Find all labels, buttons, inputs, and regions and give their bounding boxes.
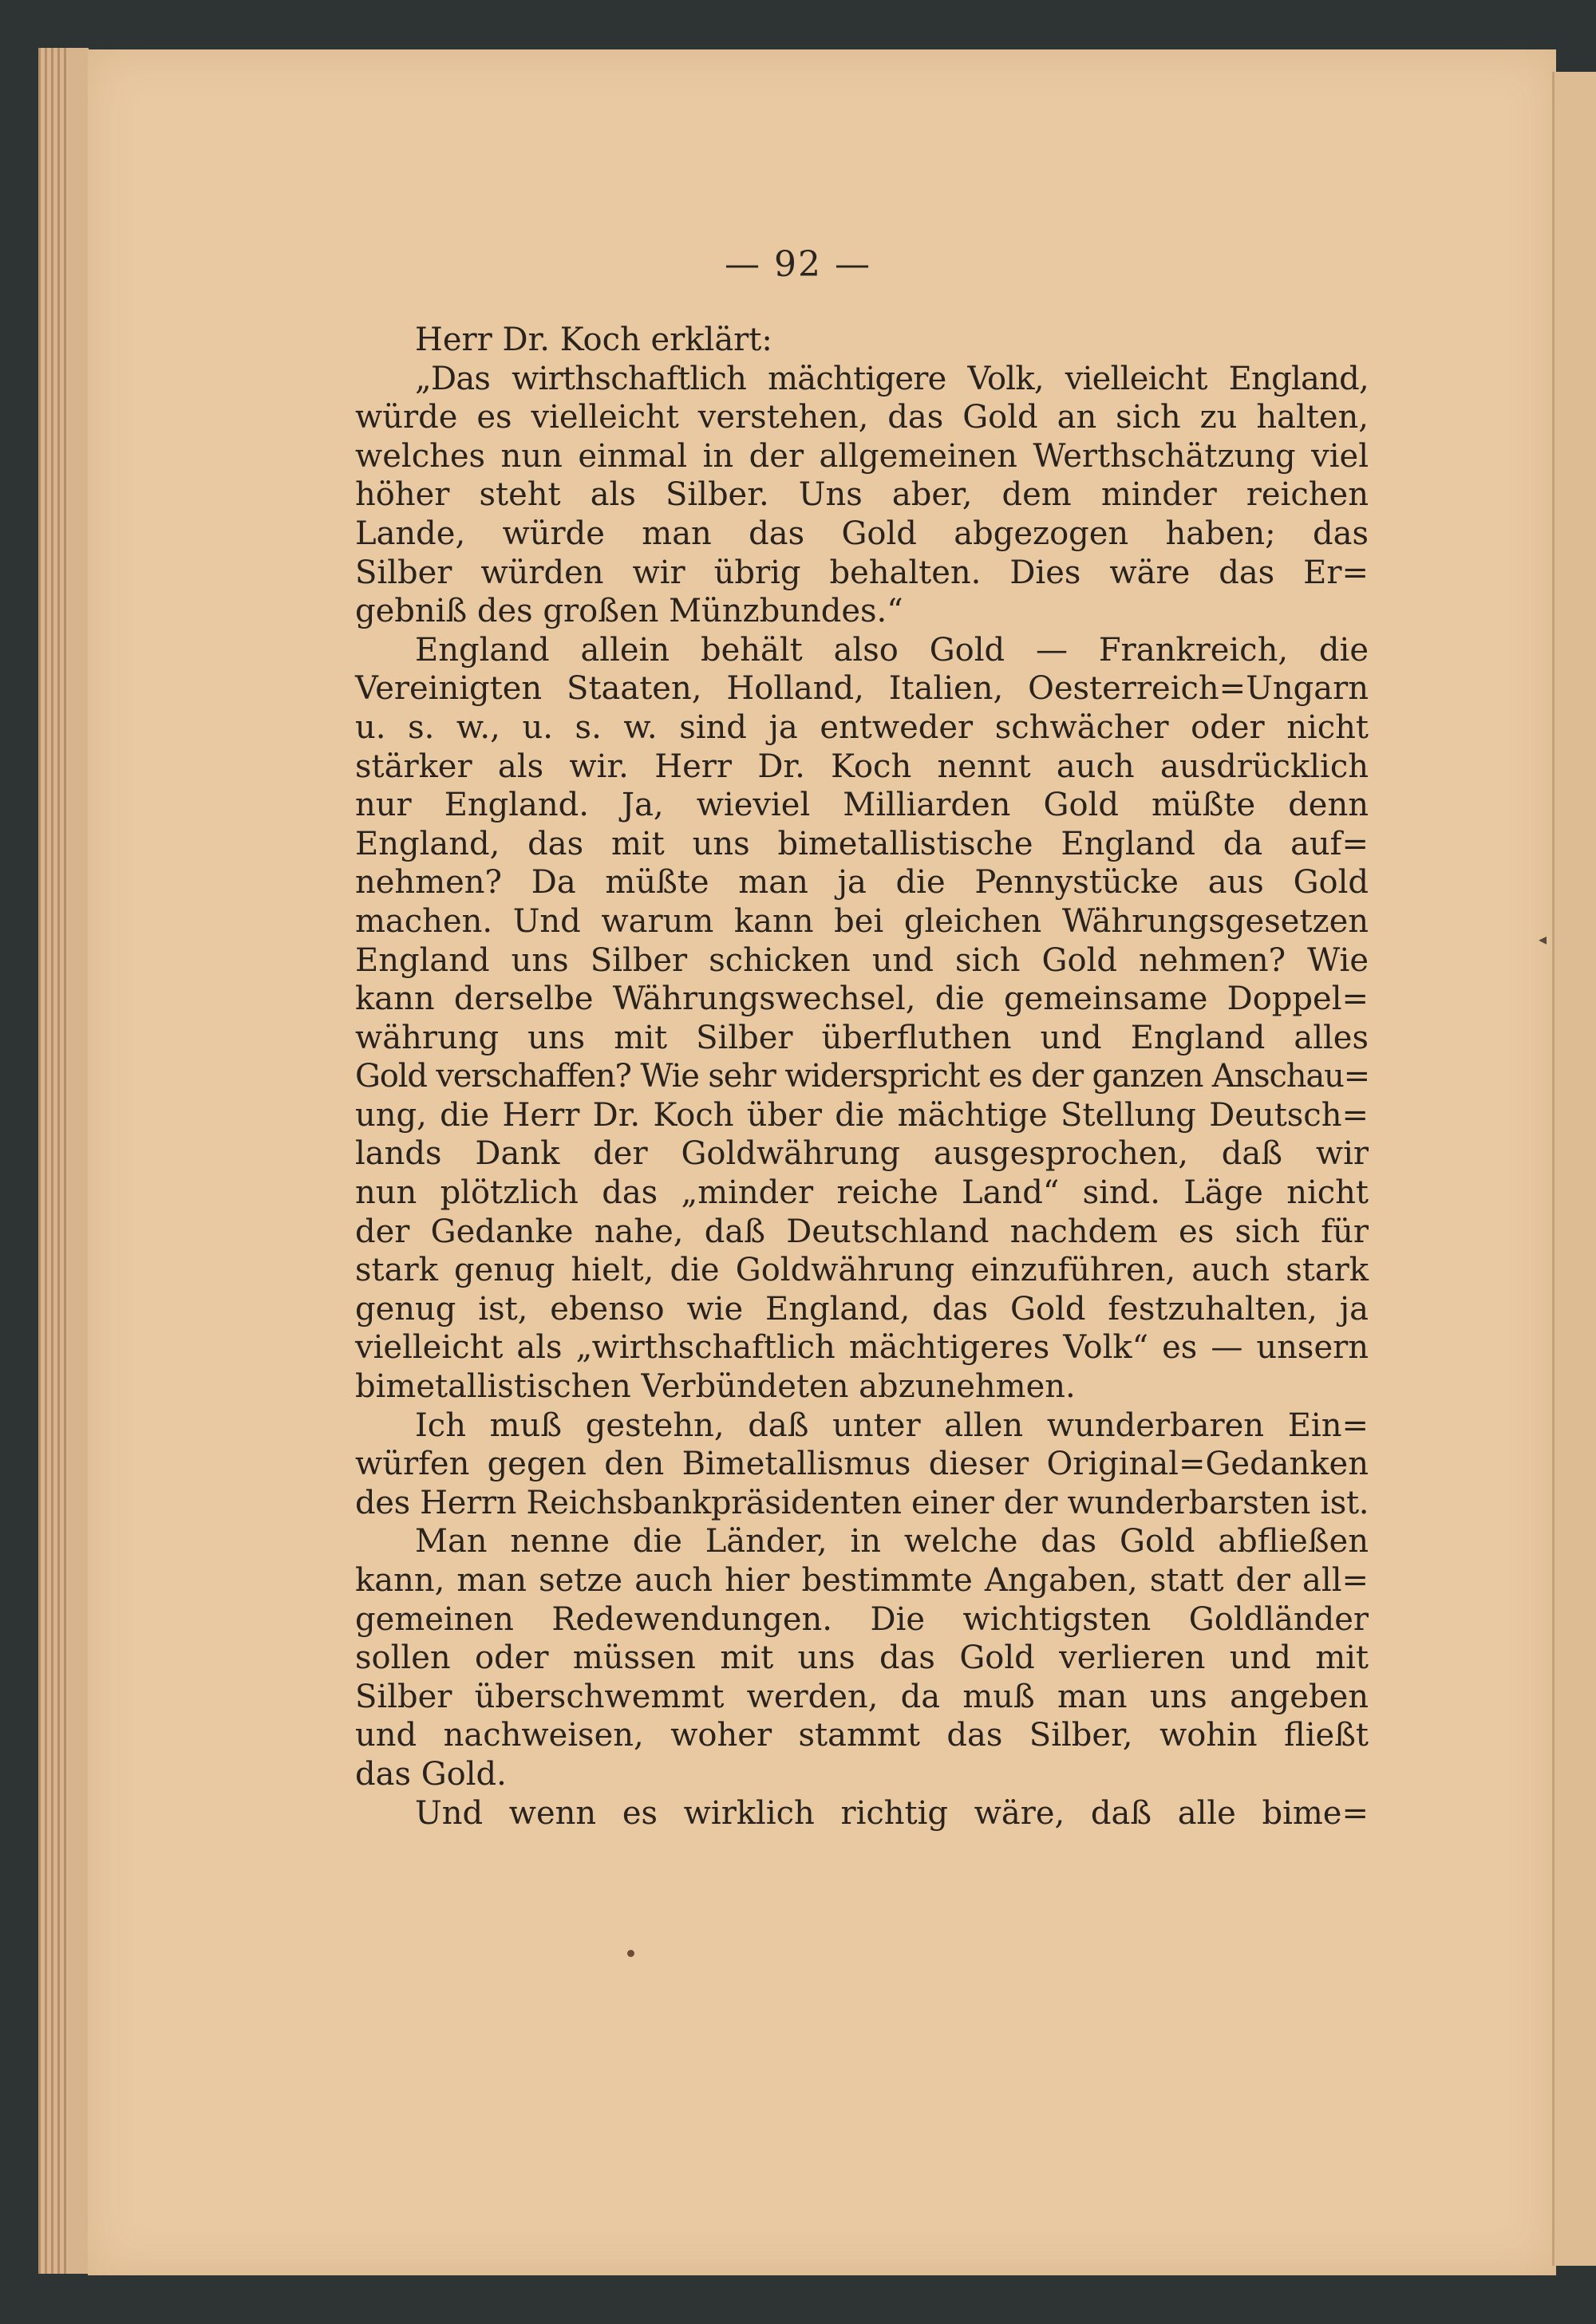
text-line: der Gedanke nahe, daß Deutschland nachdem es sich für: [355, 1213, 1369, 1250]
text-line: nehmen? Da müßte man ja die Pennystücke aus Gold: [355, 864, 1369, 902]
text-line: Gold verschaffen? Wie sehr widerspricht es der ganzen Anschau=: [355, 1058, 1370, 1095]
text-line: Und wenn es wirklich richtig wäre, daß alle bime=: [415, 1794, 1369, 1832]
text-line: kann derselbe Währungswechsel, die gemeinsame Doppel=: [355, 980, 1369, 1018]
text-line: Lande, würde man das Gold abgezogen haben; das: [355, 515, 1369, 552]
text-line: sollen oder müssen mit uns das Gold verlieren und mit: [355, 1639, 1369, 1677]
page-number: — 92 —: [725, 244, 871, 285]
text-line: u. s. w., u. s. w. sind ja entweder schwächer oder nicht: [355, 708, 1369, 746]
text-line: ung, die Herr Dr. Koch über die mächtige Stellung Deutsch=: [355, 1096, 1369, 1134]
text-line: Herr Dr. Koch erklärt:: [415, 322, 772, 358]
text-line: das Gold.: [355, 1755, 507, 1793]
text-line: gemeinen Redewendungen. Die wichtigsten Goldländer: [355, 1600, 1369, 1638]
ink-spot: [627, 1950, 634, 1957]
text-line: kann, man setze auch hier bestimmte Angaben, statt der all=: [355, 1562, 1369, 1599]
text-line: England uns Silber schicken und sich Gold nehmen? Wie: [355, 941, 1369, 979]
text-line: lands Dank der Goldwährung ausgesprochen, daß wir: [355, 1135, 1369, 1173]
text-line: vielleicht als „wirthschaftlich mächtigeres Volk“ es — unsern: [355, 1329, 1369, 1367]
page-edges: [38, 48, 89, 2274]
text-line: nun plötzlich das „minder reiche Land“ sind. Läge nicht: [355, 1174, 1369, 1212]
text-line: würfen gegen den Bimetallismus dieser Original=Gedanken: [355, 1446, 1369, 1483]
text-line: stärker als wir. Herr Dr. Koch nennt auch ausdrücklich: [355, 748, 1369, 785]
text-line: Man nenne die Länder, in welche das Gold abfließen: [415, 1523, 1369, 1561]
text-line: Silber würden wir übrig behalten. Dies wäre das Er=: [355, 554, 1369, 591]
text-line: welches nun einmal in der allgemeinen Werthschätzung viel: [355, 437, 1369, 475]
margin-mark: ◂: [1539, 929, 1547, 949]
text-line: gebniß des großen Münzbundes.“: [355, 593, 903, 630]
text-line: genug ist, ebenso wie England, das Gold festzuhalten, ja: [355, 1290, 1369, 1328]
text-line: stark genug hielt, die Goldwährung einzuführen, auch stark: [355, 1252, 1369, 1289]
text-line: England allein behält also Gold — Frankreich, die: [415, 631, 1369, 669]
text-line: Ich muß gestehn, daß unter allen wunderbaren Ein=: [415, 1407, 1369, 1444]
facing-page-edge: [1552, 72, 1596, 2266]
text-line: des Herrn Reichsbankpräsidenten einer der wunderbarsten ist.: [355, 1484, 1369, 1521]
text-line: bimetallistischen Verbündeten abzunehmen.: [355, 1368, 1076, 1406]
text-line: machen. Und warum kann bei gleichen Währungsgesetzen: [355, 902, 1369, 940]
text-line: höher steht als Silber. Uns aber, dem minder reichen: [355, 476, 1369, 514]
text-line: England, das mit uns bimetallistische England da auf=: [355, 825, 1369, 862]
text-line: Silber überschwemmt werden, da muß man uns angeben: [355, 1678, 1369, 1715]
text-line: währung uns mit Silber überfluthen und England alles: [355, 1019, 1369, 1056]
text-line: nur England. Ja, wieviel Milliarden Gold müßte denn: [355, 787, 1369, 824]
text-line: würde es vielleicht verstehen, das Gold an sich zu halten,: [355, 399, 1369, 436]
body-text: [355, 321, 1369, 1833]
text-line: „Das wirthschaftlich mächtigere Volk, vielleicht England,: [415, 360, 1369, 397]
text-line: und nachweisen, woher stammt das Silber, wohin fließt: [355, 1717, 1369, 1754]
text-line: Vereinigten Staaten, Holland, Italien, Oesterreich=Ungarn: [355, 670, 1369, 708]
